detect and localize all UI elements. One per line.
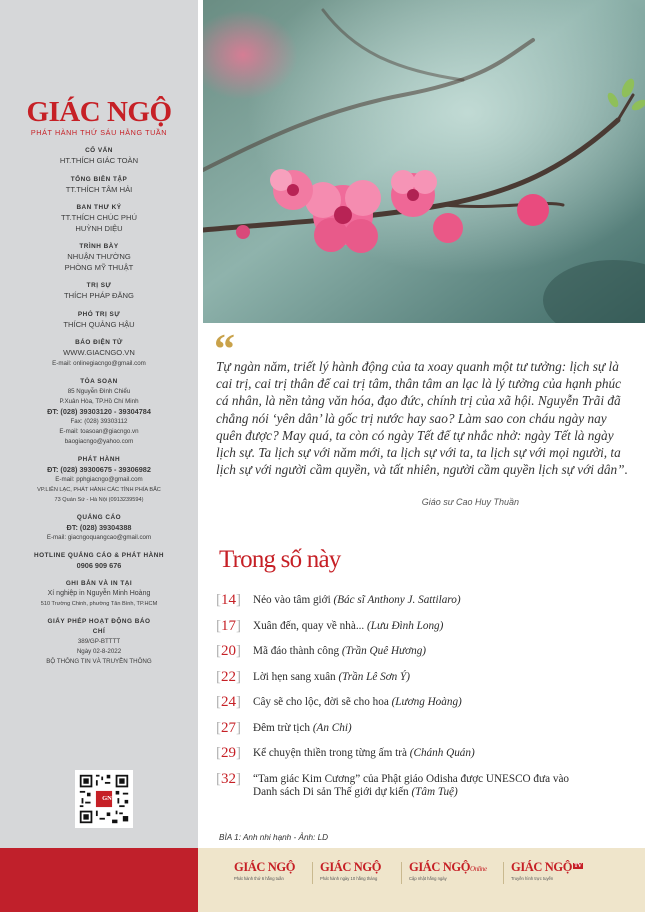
contents-heading: Trong số này [219,546,341,573]
staff-license [0,617,198,667]
article-title-text: Đêm trừ tịch [253,721,311,734]
brand-name [409,860,487,875]
article-author: (Lương Hoàng) [391,696,462,708]
staff-manager [0,281,198,302]
staff-title: TÒA SOẠN [80,377,118,385]
staff-line: TT.THÍCH CHÚC PHÚ [61,213,137,222]
brand-divider [401,862,402,884]
staff-title: TRÌNH BÀY [79,243,119,250]
contents-item[interactable] [216,719,636,745]
staff-line: HT.THÍCH GIÁC TOÀN [59,156,139,165]
page-number-value: 24 [221,694,236,710]
article-title-text: Lời hẹn sang xuân [253,670,336,683]
staff-line: TT.THÍCH TÂM HẢI [65,184,133,194]
staff-office [0,377,198,447]
page-number-value: 17 [221,617,236,634]
email-link[interactable]: E-mail: toasoan@giacngo.vn [59,427,139,435]
article-author: (Chánh Quán) [409,747,475,759]
staff-title: TRỊ SỰ [86,282,112,289]
staff-title: HOTLINE QUẢNG CÁO & PHÁT HÀNH [34,551,164,559]
article-title-text: Cây sẽ cho lộc, đời sẽ cho hoa [253,696,389,708]
page-number-value: 14 [221,592,236,608]
masthead-sidebar [0,0,198,848]
page-number: [17] [216,617,241,634]
contents-item[interactable] [216,591,636,617]
brand-tagline: Cập nhật hằng ngày [409,876,447,881]
brand-name-text: GIÁC NGỘ [511,860,573,874]
staff-title: PHÁT HÀNH [77,455,121,463]
article-author: (Tâm Tuệ) [411,786,458,798]
brand-name [511,860,583,875]
staff-line: VP.LIÊN LẠC, PHÁT HÀNH CÁC TỈNH PHÍA BẮC [37,486,161,493]
staff-title: PHÓ TRỊ SỰ [77,310,121,318]
staff-title: QUẢNG CÁO [76,513,122,521]
staff-advisor [0,146,198,167]
brand-monthly[interactable] [320,860,381,890]
article-author: (Trần Quê Hương) [341,645,427,657]
staff-advertising [0,513,198,543]
page-number-value: 20 [221,643,236,659]
staff-deputy-manager [0,310,198,331]
staff-title: GHI BẢN VÀ IN TẠI [65,580,133,587]
staff-secretariat [0,203,198,234]
brand-name: GIÁC NGỘ [234,860,296,874]
staff-line: PHÒNG MỸ THUẬT [64,262,134,272]
staff-line: 510 Trường Chinh, phường Tân Bình, TP.HCM [40,601,158,607]
footer-brand-band [198,848,645,912]
article-author: (Lưu Đình Long) [367,619,444,632]
email-link[interactable]: E-mail: giacngoquangcao@gmail.com [46,533,152,541]
email-link[interactable]: E-mail: pphgiacngo@gmail.com [55,475,143,483]
brand-tv[interactable] [511,860,583,890]
staff-line: 389/GP-BTTTT [77,638,121,645]
cover-caption: BÌA 1: Anh nhi hạnh - Ảnh: LD [219,833,329,842]
page-number: [14] [216,592,241,608]
staff-title: BAN THƯ KÝ [76,204,122,211]
featured-quote: Tự ngàn năm, triết lý hành động của ta xoay quanh một tư tưởng: lịch sự là cai trị, cai trị thân để cai trị tâm, thân tâm an lạc là lý tưởng của hạnh phúc cá nhân, là nền tảng văn hóa, đạo đức, chính trị của xã hội. Nguyễn Trãi đã chẳng nói ‘yên dân’ là gốc trị nước hay sao? Làm sao con cháu ngày nay quên được? May quá, ta còn có ngày Tết để tự nhắc nhở: ngày Tết là ngày lịch sự. Ta lịch sự với năm mới, ta lịch sự với ta, ta lịch sự với mọi người, ta lịch sự với người cầm quyền, và tất nhiên, người cầm quyền lịch sự với dân”. [216,359,628,478]
article-title [253,620,633,634]
page-number: [32] [216,770,241,787]
staff-printing [0,579,198,609]
article-title [253,696,633,710]
email-link[interactable]: E-mail: onlinegiacngo@gmail.com [52,359,146,367]
page-number-value: 32 [221,770,236,787]
staff-line: Ngày 02-8-2022 [76,648,122,655]
page-number: [27] [216,719,241,736]
article-title [253,747,633,761]
page-number-value: 29 [221,745,236,761]
brand-weekly[interactable] [234,860,295,890]
website-link[interactable]: WWW.GIACNGO.VN [63,348,135,357]
masthead-logo: GIÁC NGỘ [26,96,172,128]
masthead-tagline: PHÁT HÀNH THỨ SÁU HẰNG TUẦN [30,128,168,137]
staff-line: THÍCH QUẢNG HẬU [63,319,135,329]
staff-line: NHUẬN THƯỜNG [67,252,131,261]
article-title-text: “Tam giác Kim Cương” của Phật giáo Odisha được UNESCO đưa vào Danh sách Di sản Thế giới dự kiến [253,772,570,798]
article-title-text: Nẻo vào tâm giới [253,594,331,606]
staff-title: GIẤY PHÉP HOẠT ĐỘNG BÁO CHÍ [47,618,151,635]
staff-title: TỔNG BIÊN TẬP [70,175,128,183]
article-author: (Bác sĩ Anthony J. Sattilaro) [333,594,461,606]
fax-number: Fax: (028) 39303112 [70,417,128,425]
staff-title: BÁO ĐIỆN TỬ [75,339,123,346]
brand-name-text: GIÁC NGỘ [409,860,471,874]
page-number: [29] [216,745,241,761]
brand-name: GIÁC NGỘ [320,860,382,874]
qr-code[interactable] [75,770,133,828]
staff-line: 73 Quán Sứ - Hà Nội (0913239594) [54,496,144,503]
contents-item[interactable] [216,642,636,668]
quote-mark-icon: “ [214,327,235,373]
staff-line: THÍCH PHÁP ĐĂNG [64,291,134,300]
qr-logo-label: GN [102,795,112,802]
peach-blossom-image [203,0,645,323]
staff-distribution [0,455,198,505]
article-title [253,722,633,736]
contents-item[interactable] [216,744,636,770]
page-number-value: 22 [221,668,236,685]
brand-online[interactable] [409,860,487,890]
article-title-text: Xuân đến, quay về nhà... [253,619,365,632]
article-title [253,645,633,659]
hotline-number: 0906 909 676 [76,560,122,570]
staff-line: 85 Nguyễn Đình Chiểu [67,387,131,395]
article-title-text: Mã đáo thành công [253,645,340,657]
staff-editor-in-chief [0,175,198,196]
article-author: (Trần Lê Sơn Ý) [338,670,411,683]
page-number: [22] [216,668,241,685]
article-title-text: Kể chuyện thiền trong từng ấm trà [253,747,407,759]
email-link[interactable]: baogiacngo@yahoo.com [64,437,134,445]
phone-number: ĐT: (028) 39303120 - 39304784 [47,406,151,416]
staff-line: P.Xuân Hòa, TP.Hồ Chí Minh [59,397,139,405]
cover-photo [203,0,645,323]
contents-list [216,591,636,810]
article-title [253,773,573,800]
staff-line: HUỲNH DIỆU [75,223,123,233]
phone-number: ĐT: (028) 39300675 - 39306982 [47,464,151,474]
page-number: [20] [216,643,241,659]
brand-divider [312,862,313,884]
staff-online [0,338,198,369]
article-title [253,594,633,608]
brand-tagline: Phát hành thứ 6 hằng tuần [234,876,284,881]
staff-design [0,242,198,273]
brand-tagline: Phát hành ngày 10 hằng tháng [320,876,378,881]
brand-divider [503,862,504,884]
page-number-value: 27 [221,719,236,736]
footer-red-band [0,848,198,912]
contents-item[interactable] [216,770,636,810]
brand-suffix: Online [470,865,487,873]
article-author: (An Chi) [312,721,352,734]
phone-number: ĐT: (028) 39304388 [66,522,132,532]
article-title [253,671,633,685]
staff-list [0,146,198,675]
contents-item[interactable] [216,693,636,719]
quote-author: Giáo sư Cao Huy Thuần [421,497,519,507]
staff-hotline [0,551,198,572]
contents-item[interactable] [216,617,636,643]
brand-tagline: Truyền hình trực tuyến [511,876,554,881]
tv-badge-icon: TV [574,863,582,869]
staff-line: BỘ THÔNG TIN VÀ TRUYỀN THÔNG [46,658,152,665]
staff-line: Xí nghiệp in Nguyễn Minh Hoàng [47,590,151,597]
contents-item[interactable] [216,668,636,694]
page-number: [24] [216,694,241,710]
staff-title: CỐ VẤN [85,147,113,154]
